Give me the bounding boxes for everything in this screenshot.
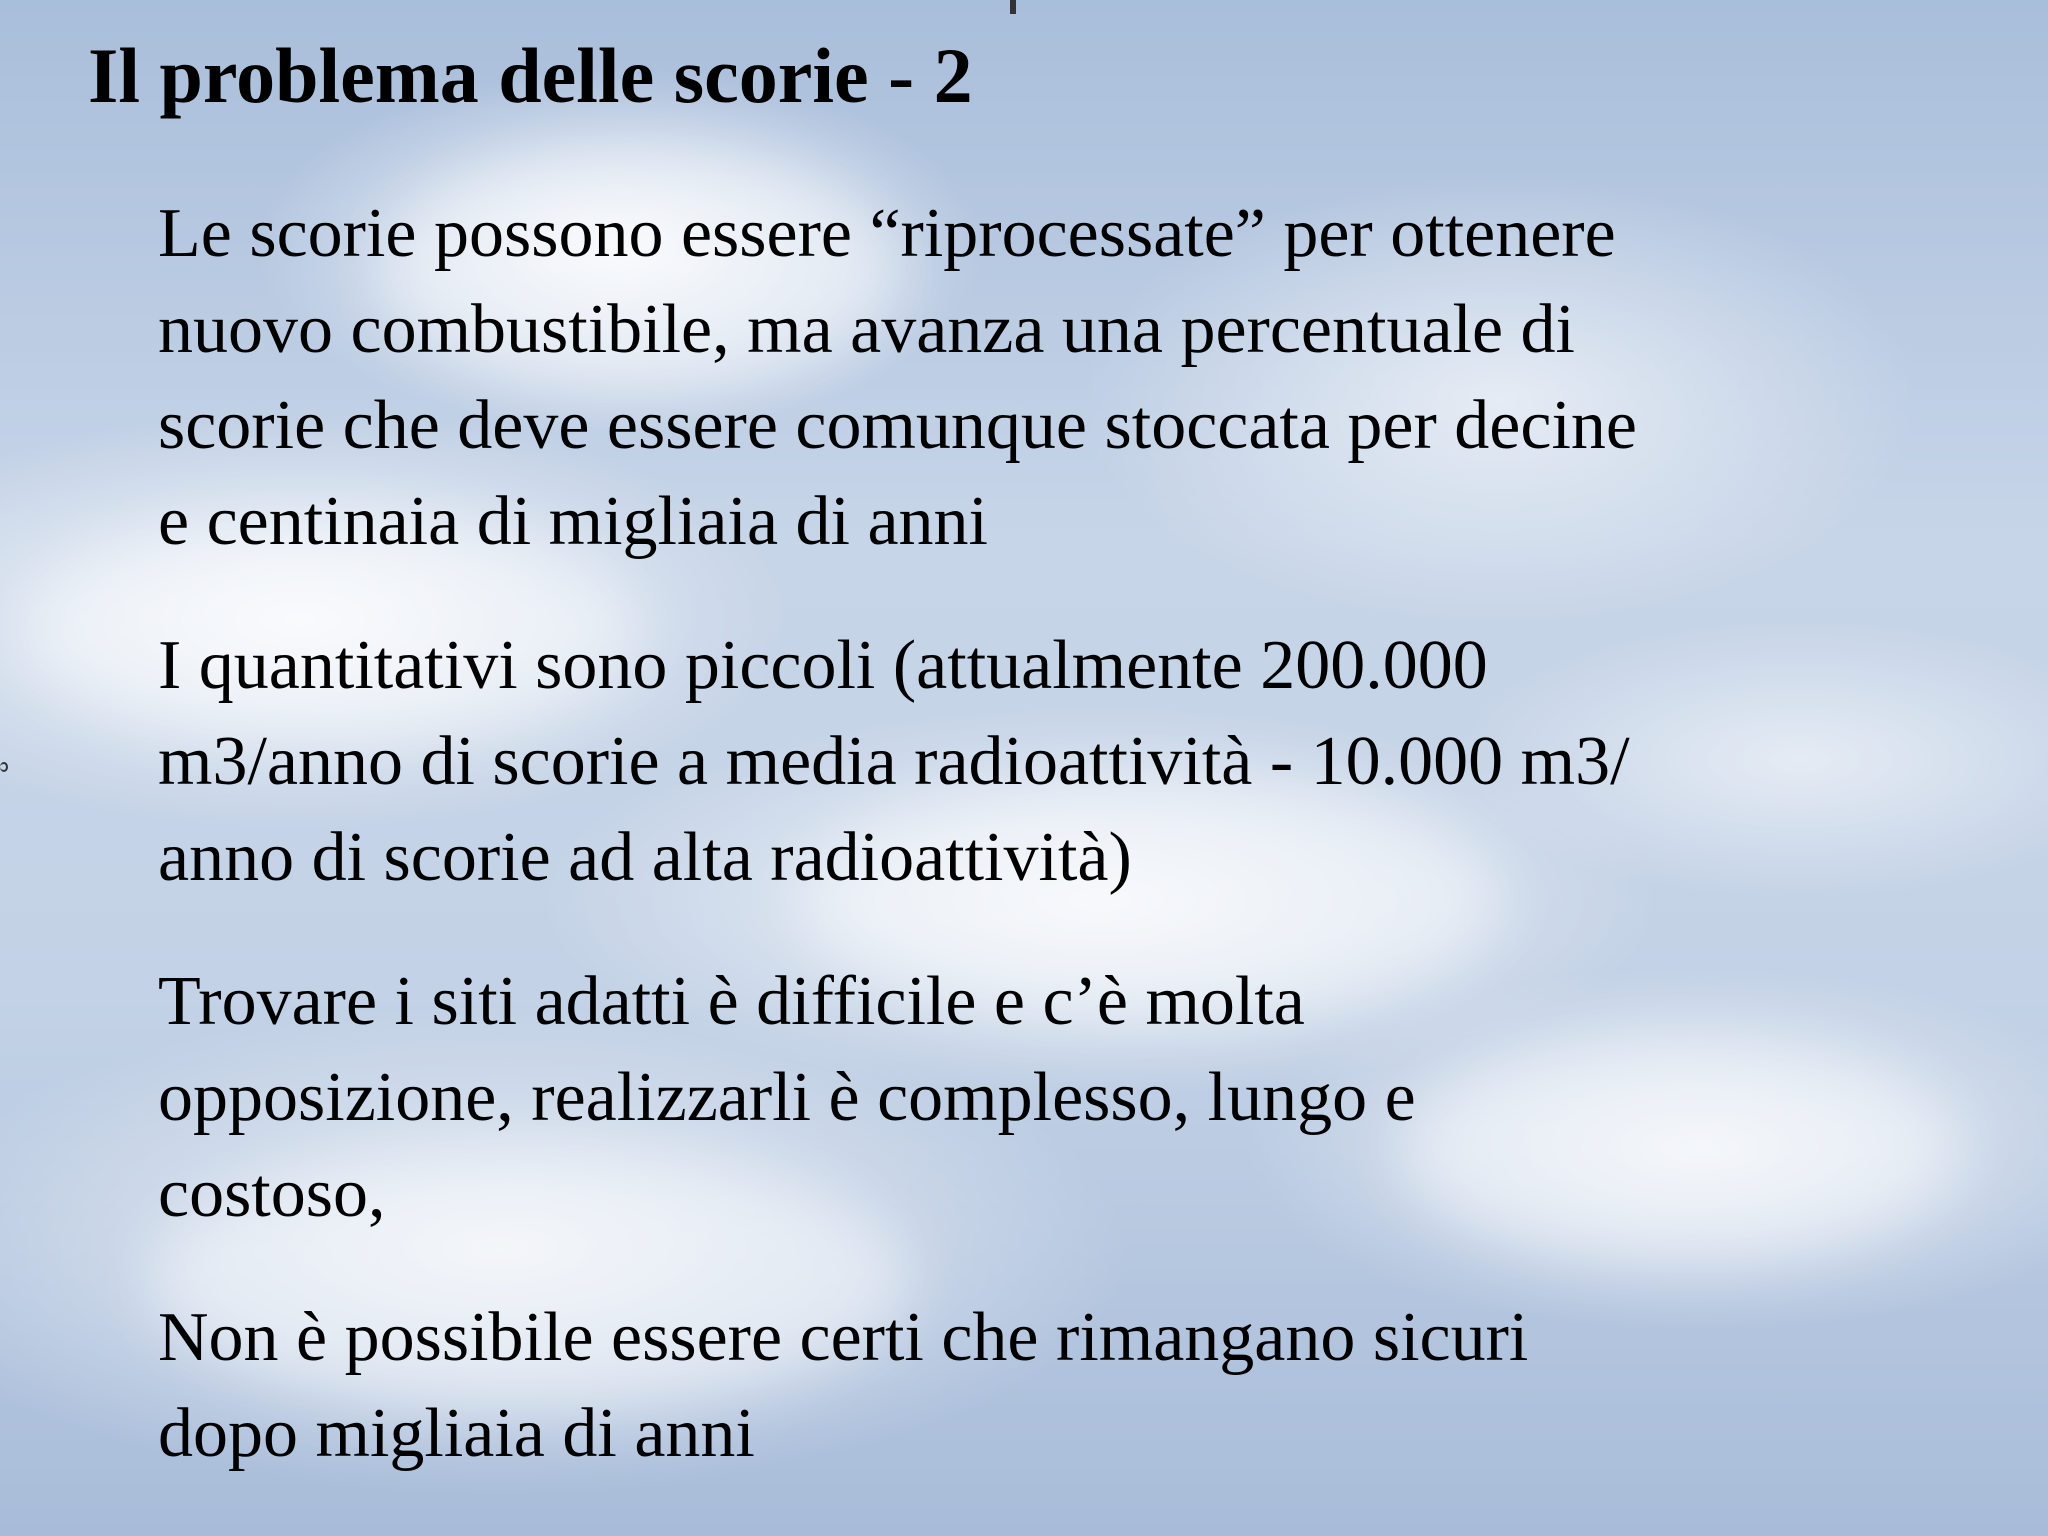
side-edge-mark — [0, 762, 8, 772]
text-line: m3/anno di scorie a media radioattività - 10.000 m3/ — [158, 723, 1630, 800]
text-line: nuovo combustibile, ma avanza una percentuale di — [158, 291, 1575, 368]
paragraph-reprocessing — [158, 186, 1878, 570]
paragraph-quantities — [158, 618, 1878, 906]
slide-title: Il problema delle scorie - 2 — [88, 32, 973, 119]
text-line: e centinaia di migliaia di anni — [158, 483, 988, 560]
text-line: Le scorie possono essere “riprocessate” per ottenere — [158, 195, 1616, 272]
paragraph-sites — [158, 954, 1878, 1242]
text-line: I quantitativi sono piccoli (attualmente 200.000 — [158, 627, 1488, 704]
top-edge-mark — [1010, 0, 1016, 14]
slide-content — [158, 186, 1878, 1530]
text-line: Non è possibile essere certi che rimangano sicuri — [158, 1299, 1529, 1376]
text-line: Trovare i siti adatti è difficile e c’è molta — [158, 963, 1305, 1040]
text-line: scorie che deve essere comunque stoccata per decine — [158, 387, 1637, 464]
text-line: costoso, — [158, 1155, 386, 1232]
paragraph-safety — [158, 1290, 1878, 1482]
text-line: dopo migliaia di anni — [158, 1395, 755, 1472]
text-line: opposizione, realizzarli è complesso, lungo e — [158, 1059, 1416, 1136]
text-line: anno di scorie ad alta radioattività) — [158, 819, 1132, 896]
